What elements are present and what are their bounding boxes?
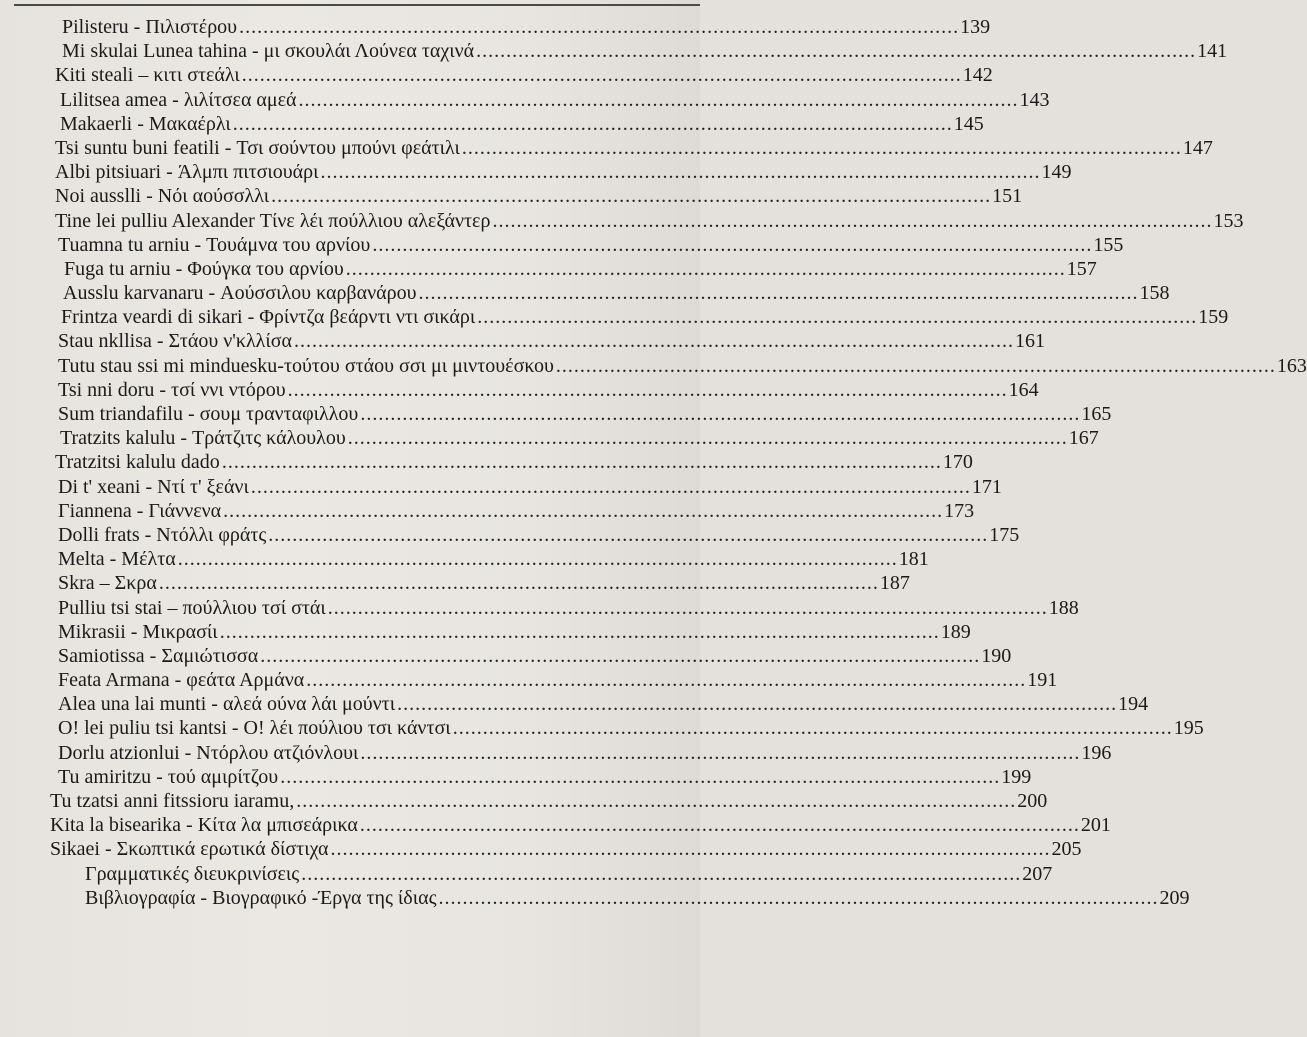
toc-entry-title: Sum triandafilu - σουμ τρανταφιλλου: [58, 403, 359, 425]
toc-leader-dots: ........................................................................................................................: [296, 790, 1017, 812]
toc-entry: [0, 886, 1190, 910]
toc-entry: [0, 523, 1020, 547]
toc-entry: [0, 620, 971, 644]
toc-leader-dots: ........................................................................................................................: [239, 16, 960, 38]
toc-entry: [0, 426, 1099, 450]
toc-leader-dots: ........................................................................................................................: [555, 354, 1276, 377]
toc-entry-title: Dorlu atzionlui - Ντόρλου ατζιόνλουι: [58, 741, 359, 764]
toc-entry-title: Γiannena - Γιάννενα: [58, 499, 222, 522]
toc-entry-page: 142: [962, 64, 993, 87]
toc-entry: [0, 160, 1072, 184]
toc-entry-page: 209: [1159, 886, 1190, 909]
toc-entry: [0, 15, 991, 39]
toc-entry-title: Kiti steali – κιτι στεάλι: [55, 64, 240, 87]
toc-entry-title: Tuamna tu arniu - Τουάμνα του αρνίου: [58, 233, 371, 256]
toc-entry-title: Melta - Μέλτα: [58, 548, 176, 571]
toc-leader-dots: ........................................................................................................................: [345, 257, 1066, 280]
toc-entry-page: 141: [1197, 40, 1228, 63]
toc-leader-dots: ........................................................................................................................: [372, 233, 1093, 256]
toc-entry-page: 158: [1139, 282, 1170, 305]
toc-entry: [0, 813, 1111, 837]
toc-leader-dots: ........................................................................................................................: [287, 378, 1008, 401]
toc-entry-page: 205: [1051, 838, 1082, 861]
toc-entry-title: Tu tzatsi anni fitssioru iaramu,: [50, 790, 295, 812]
toc-leader-dots: ........................................................................................................................: [260, 644, 981, 667]
toc-entry: [0, 596, 1079, 620]
toc-entry-page: 173: [944, 499, 975, 522]
toc-entry: [0, 136, 1213, 160]
toc-entry-page: 181: [898, 548, 929, 571]
toc-entry-page: 191: [1027, 669, 1058, 692]
toc-entry: [0, 39, 1228, 63]
toc-entry-page: 196: [1081, 741, 1112, 764]
toc-entry: [0, 716, 1204, 740]
toc-leader-dots: ........................................................................................................................: [397, 693, 1118, 716]
toc-leader-dots: ........................................................................................................................: [461, 136, 1182, 159]
toc-entry: [0, 692, 1149, 716]
toc-entry-page: 195: [1173, 717, 1204, 740]
toc-entry-page: 139: [960, 16, 991, 38]
toc-entry-title: Sikaei - Σκωπτικά ερωτικά δίστιχα: [50, 838, 329, 861]
toc-entry-page: 188: [1048, 596, 1079, 619]
toc-leader-dots: ........................................................................................................................: [492, 209, 1213, 232]
toc-entry-page: 170: [942, 451, 973, 474]
toc-entry-page: 175: [989, 523, 1020, 546]
toc-entry: [0, 88, 1050, 112]
toc-leader-dots: ........................................................................................................................: [327, 596, 1048, 619]
toc-entry: [0, 644, 1012, 668]
toc-entry: [0, 305, 1229, 329]
toc-leader-dots: ........................................................................................................................: [268, 523, 989, 546]
toc-leader-dots: ........................................................................................................................: [347, 427, 1068, 450]
toc-leader-dots: ........................................................................................................................: [360, 741, 1081, 764]
toc-entry: [0, 233, 1124, 257]
toc-entry: [0, 257, 1097, 281]
toc-entry-page: 201: [1080, 814, 1111, 837]
toc-entry: [0, 354, 1307, 378]
toc-entry-page: 153: [1213, 209, 1244, 232]
toc-entry-page: 164: [1008, 378, 1039, 401]
toc-entry: [0, 184, 1023, 208]
toc-entry-title: Lilitsea amea - λιλίτσεα αμεά: [60, 88, 297, 111]
toc-entry-title: Fuga tu arniu - Φούγκα του αρνίου: [64, 257, 344, 280]
toc-leader-dots: ........................................................................................................................: [452, 717, 1173, 740]
toc-entry: [0, 112, 984, 136]
toc-entry: [0, 475, 1002, 499]
toc-entry-title: Samiotissa - Σαμιώτισσα: [58, 644, 259, 667]
toc-entry-page: 200: [1017, 790, 1048, 812]
toc-entry: [0, 789, 1048, 813]
toc-entry-title: Pulliu tsi stai – πούλλιου τσί στάι: [58, 596, 326, 619]
toc-entry-title: Noi ausslli - Νόι αούσσλλι: [55, 185, 270, 208]
toc-entry: [0, 281, 1170, 305]
toc-entry: [0, 329, 1046, 353]
toc-entry-title: Frintza veardi di sikari - Φρίντζα βεάρντι ντι σικάρι: [61, 306, 476, 329]
toc-entry-title: Makaerli - Μακαέρλι: [60, 112, 231, 135]
toc-leader-dots: ........................................................................................................................: [477, 306, 1198, 329]
toc-entry-page: 190: [981, 644, 1012, 667]
toc-entry-title: Stau nkllisa - Στάου ν'κλλίσα: [58, 330, 293, 353]
toc-entry-page: 163: [1276, 354, 1307, 377]
toc-entry-title: Skra – Σκρα: [58, 572, 157, 595]
toc-leader-dots: ........................................................................................................................: [280, 765, 1001, 788]
toc-entry: [0, 547, 929, 571]
toc-entry-page: 207: [1022, 862, 1053, 885]
toc-entry-title: O! lei puliu tsi kantsi - O! λέι πούλιου τσι κάντσι: [58, 717, 451, 740]
toc-entry-page: 189: [940, 620, 971, 643]
toc-entry-title: Pilisteru - Πιλιστέρου: [62, 16, 238, 38]
toc-leader-dots: ........................................................................................................................: [418, 282, 1139, 305]
toc-entry-title: Tu amiritzu - τού αμιρίτζου: [58, 765, 279, 788]
toc-leader-dots: ........................................................................................................................: [301, 862, 1022, 885]
toc-leader-dots: ........................................................................................................................: [359, 814, 1080, 837]
toc-entry-page: 143: [1019, 88, 1050, 111]
toc-leader-dots: ........................................................................................................................: [241, 64, 962, 87]
toc-entry-page: 159: [1198, 306, 1229, 329]
toc-entry-title: Feata Armana - φεάτα Αρμάνα: [58, 669, 305, 692]
toc-entry: [0, 378, 1039, 402]
toc-entry-page: 165: [1081, 403, 1112, 425]
toc-entry: [0, 571, 910, 595]
toc-entry-title: Βιβλιογραφία - Βιογραφικό -Έργα της ίδιας: [85, 886, 437, 909]
toc-entry-title: Kita la bisearika - Κίτα λα μπισεάρικα: [50, 814, 358, 837]
toc-entry-title: Tutu stau ssi mi minduesku-τούτου στάου σσι μι μιντουέσκου: [58, 354, 554, 377]
toc-leader-dots: ........................................................................................................................: [476, 40, 1197, 63]
toc-entry: [0, 741, 1112, 765]
toc-entry-title: Di t' xeani - Ντί τ' ξεάνι: [58, 475, 249, 498]
toc-entry-page: 151: [992, 185, 1023, 208]
toc-entry-title: Tratzitsi kalulu dado: [55, 451, 220, 474]
toc-entry-page: 147: [1182, 136, 1213, 159]
toc-entry: [0, 63, 993, 87]
toc-leader-dots: ........................................................................................................................: [250, 475, 971, 498]
toc-entry-title: Ausslu karvanaru - Αούσσιλου καρβανάρου: [63, 282, 417, 305]
toc-entry-title: Tine lei pulliu Alexander Τίνε λέι πούλλιου αλεξάντερ: [55, 209, 491, 232]
toc-leader-dots: ........................................................................................................................: [232, 112, 953, 135]
toc-entry-title: Tratzits kalulu - Τράτζιτς κάλουλου: [60, 427, 346, 450]
toc-entry: [0, 450, 973, 474]
table-of-contents: [0, 15, 1307, 910]
toc-entry-page: 145: [953, 112, 984, 135]
toc-entry-page: 161: [1015, 330, 1046, 353]
toc-entry-page: 171: [971, 475, 1002, 498]
toc-entry-page: 199: [1001, 765, 1032, 788]
toc-entry: [0, 402, 1112, 426]
toc-leader-dots: ........................................................................................................................: [306, 669, 1027, 692]
toc-leader-dots: ........................................................................................................................: [330, 838, 1051, 861]
toc-leader-dots: ........................................................................................................................: [177, 548, 898, 571]
toc-leader-dots: ........................................................................................................................: [360, 403, 1081, 425]
toc-entry-page: 187: [879, 572, 910, 595]
toc-entry-title: Dolli frats - Ντόλλι φράτς: [58, 523, 267, 546]
toc-entry-title: Tsi suntu buni featili - Τσι σούντου μπούνι φεάτιλι: [55, 136, 460, 159]
toc-entry: [0, 668, 1058, 692]
toc-entry-title: Tsi nni doru - τσί ννι ντόρου: [58, 378, 286, 401]
top-rule: [14, 4, 700, 6]
toc-entry-page: 155: [1093, 233, 1124, 256]
toc-entry-title: Γραμματικές διευκρινίσεις: [85, 862, 300, 885]
toc-entry: [0, 837, 1082, 861]
toc-leader-dots: ........................................................................................................................: [158, 572, 879, 595]
toc-leader-dots: ........................................................................................................................: [271, 185, 992, 208]
toc-leader-dots: ........................................................................................................................: [221, 451, 942, 474]
toc-entry: [0, 765, 1032, 789]
toc-entry-page: 194: [1118, 693, 1149, 716]
toc-entry-title: Mikrasii - Μικρασίι: [58, 620, 218, 643]
toc-entry: [0, 209, 1244, 233]
toc-leader-dots: ........................................................................................................................: [320, 161, 1041, 184]
toc-entry-page: 167: [1068, 427, 1099, 450]
toc-entry: [0, 862, 1053, 886]
toc-entry-title: Albi pitsiuari - Άλμπι πιτσιουάρι: [55, 161, 319, 184]
toc-leader-dots: ........................................................................................................................: [219, 620, 940, 643]
toc-entry-title: Alea una lai munti - αλεά ούνα λάι μούντι: [58, 693, 396, 716]
toc-entry-page: 149: [1041, 161, 1072, 184]
toc-leader-dots: ........................................................................................................................: [223, 499, 944, 522]
toc-entry-page: 157: [1066, 257, 1097, 280]
toc-leader-dots: ........................................................................................................................: [298, 88, 1019, 111]
toc-entry: [0, 499, 975, 523]
toc-leader-dots: ........................................................................................................................: [438, 886, 1159, 909]
toc-leader-dots: ........................................................................................................................: [294, 330, 1015, 353]
toc-entry-title: Mi skulai Lunea tahina - μι σκουλάι Λούνεα ταχινά: [62, 40, 475, 63]
